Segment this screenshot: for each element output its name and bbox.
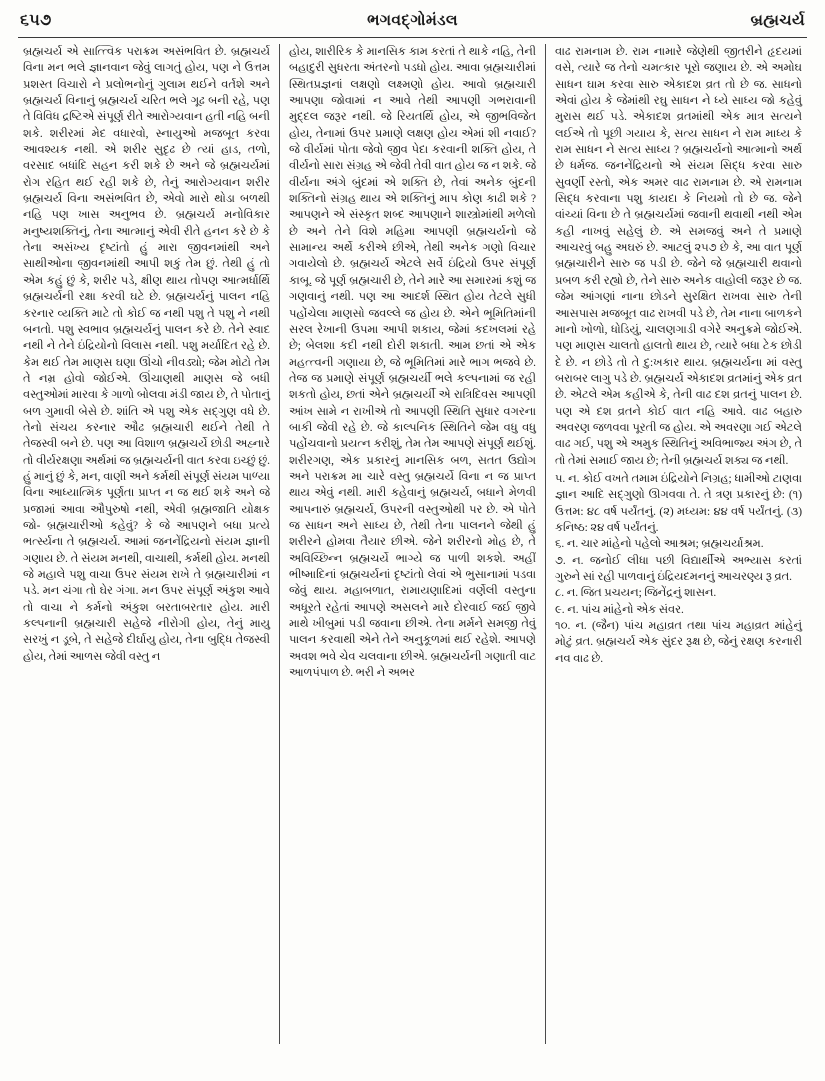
- book-title: ભગવદ્‌ગોમંડલ: [367, 12, 458, 29]
- definition-entry: ૯. ન. પાંચ માંહેનો એક સંવર.: [555, 603, 684, 616]
- text-columns: [14, 44, 811, 1044]
- page-header: [14, 10, 811, 36]
- definition-entry: ૬. ન. ચાર માંહેનો પહેલો આશ્રમ; બ્રહ્મચર્યાશ્રમ.: [555, 538, 764, 551]
- column-2: [279, 44, 545, 1044]
- paragraph: બ્રહ્મચર્ય એ સાત્ત્વિક પરાક્રમ અસંભવિત છે. બ્રહ્મચર્ય વિના મન ભલે જ્ઞાનવાન જેવું લાગતું હોય, પણ ને ઉત્તમ પ્રશસ્ત વિચારો ને પ્રલોભનોનું ગુલામ થઈને વર્તશે અને બ્રહ્મચર્ય વિનાનું બ્રહ્મચર્ય ચરિત ભલે ગૂઢ બની રહે, પણ તે વિવિધ દ્રષ્ટિએ સંપૂર્ણ રીતે આરોગ્યવાન હતી નહિ બની શકે. શરીરમાં મેદ વધારવો, સ્નાયુઓ મજબૂત કરવા આવશ્યક નથી. એ શરીર સુદૃઢ છે ત્યાં હાડ, તળો, વરસાદ બધાંદિ સહન કરી શકે છે અને જે બ્રહ્મચર્યમાં રોગ રહિત થઈ રહી શકે છે, તેનું આરોગ્યવાન શરીર બ્રહ્મચર્ય વિના અસંભવિત છે, એવો મારો થોડા બળથી નહિ પણ ખાસ અનુભવ છે. બ્રહ્મચર્ય મનોવિકાર મનુષ્યશક્તિનું, તેના આત્માનું એવી રીતે હનન કરે છે કે તેના અસંખ્ય દૃષ્ટાંતો હું મારા જીવનમાંથી અને સાથીઓના જીવનમાંથી આપી શકું તેમ છું. તેથી હું તો એમ કહું છું કે, શરીર પડે, ક્ષીણ થાય તોપણ આત્મર્ધાર્થિ બ્રહ્મચર્યની રક્ષા કરવી ઘટે છે. બ્રહ્મચર્યનું પાલન નહિ કરનાર વ્યક્તિ માટે તો કોઈ જ નથી પશુ તે પશુ ને નથી બનતો. પશુ સ્વભાવ બ્રહ્મચર્યનું પાલન કરે છે. તેને સ્વાદ નથી ને તેને ઇંદ્રિયોનો વિલાસ નથી. પશુ મર્યાદિત રહે છે. કેમ થઈ તેમ માણસ ઘણા ઊંચો નીવડ્યો; જેમ મોટો તેમ તે નમ્ર હોવો જોઈએ. ઊંચાણથી માણસ જે બધી વસ્તુઓમાં મારવા કે ગાળો બોલવા મંડી જાય છે, તે પોતાનું બળ ગુમાવી બેસે છે. શાંતિ એ પશુ એક સદ્‌ગુણ વધે છે. તેનો સંચય કરનાર ઔઢ બ્રહ્મચારી થઈને તેથી તે તેજસ્વી બને છે. પણ આ વિશાળ બ્રહ્મચર્યે છોડી અહ્નારે તો વીર્યરક્ષણા અર્થમાં જ બ્રહ્મચર્યની વાત કરવા ઇચ્છું છું. હું માનું છું કે, મન, વાણી અને કર્મથી સંપૂર્ણ સંયમ પાળ્યા વિના આધ્યાત્મિક પૂર્ણતા પ્રાપ્ત ન જ થઈ શકે અને જે પ્રજામાં આવા ઔપુરુષો નથી, એવી બ્રહ્મજાતિ યોક્ષક જો- બ્રહ્મચારીઓ કહેવું? કે જે આપણને બધા પ્રત્યે ભર્ત્સ્યના તે બ્રહ્મચર્ય. આમાં જનનેંદ્રિયનો સંયમ જ્ઞાની ગણાય છે. તે સંયમ મનથી, વાચાથી, કર્મથી હોય. મનથી જે મહાલે પશુ વાચા ઉપર સંયમ રાખે તે બ્રહ્મચારીમાં ન પડે. મન ચંગા તો ઘેર ગંગા. મન ઉપર સંપૂર્ણ અંકુશ આવે તો વાચા ને કર્મનો અંકુશ બરતાબરતાર હોય. મારી કલ્પનાની બ્રહ્મચારી સહેજે નીરોગી હોય, તેનું માયુ સરખું ન ડૂબે, તે સહેજે દીર્ઘાયુ હોય, તેના બુદ્ધિ તેજસ્વી હોય, તેમાં આળસ જેવી વસ્તુ ન: [23, 46, 270, 663]
- column-3: [545, 44, 811, 1044]
- paragraph: વાઢ રામનામ છે. રામ નામારે જેણેથી જીતરીને હૃદયમાં વસે, ત્યારે જ તેનો ચમત્કાર પૂરો જણાય છે. એ અમોઘ સાધન ઘામ કરવા સારુ એકાદશ વ્રત તો છે જ. સાધનો એવાં હોય કે જેમાંથી રઘુ સાધન ને ધ્યે સાધ્ય જો કહેવું મુરાસ થઈ પડે. એકાદશ વ્રતમાંથી એક માત્ર સત્યને લઈએ તો પૂછી ગયાય કે, સત્ય સાધન ને રામ માધ્ય કે રામ સાધન ને સત્ય સાધ્ય ? બ્રહ્મચર્યનો આત્માનો અર્થ છે ધર્મજ. જનનેંદ્રિયનો એ સંયમ સિદ્ધ કરવા સારુ સુવર્ણી રસ્તો, એક અમર વાઢ રામનામ છે. એ રામનામ સિદ્ધ કરવાના પશુ કાયદા કે નિયમો તો છે જ. જેને વાંચ્યાં વિના છે તે બ્રહ્મચર્યમાં જવાની થવાથી નથી એમ કહી નાખવું સહેલું છે. એ સમજવું અને તે પ્રમાણે આચરવું બહુ અઘરું છે. આટલું ૨૫૭ છે કે, આ વાત પૂર્ણ બ્રહ્મચારીને સારુ જ પડી છે. જેને જે બ્રહ્મચારી થવાનો પ્રબળ કરી રહ્યો છે, તેને સારુ અનેક વાહોલી જરૂર છે જ. જેમ આંગણાં નાના છોડને સુરક્ષિત રાખવા સારુ તેની આસપાસ મજબૂત વાઢ રાખવી પડે છે, તેમ નાના બાળકને માનો ખોળો, ધોડિયું, ચાલણગાડી વગેરે અનુક્રમે જોઈએ. પણ માણસ ચાલતો હાલતો થાય છે, ત્યારે બધા ટેક છોડી દે છે. ન છોડે તો તે દુ:ખકાર થાય. બ્રહ્મચર્યના માં વસ્તુ બરાબર લાગુ પડે છે. બ્રહ્મચર્ય એકાદશ વ્રતમાંનું એક વ્રત છે. એટલે એમ કહીએ કે, તેની વાઢ દશ વ્રતનું પાલન છે. પણ એ દશ વ્રતને કોઈ વાત નહિ આવે. વાઢ બહારુ અવરણ જળવવા પૂરતી જ હોય. એ અવરણા ગઈ એટલે વાઢ ગઈ, પશુ એ અમુક સ્થિતિનું અવિભાજ્ય અંગ છે, તે તો તેમાં સમાઈ જાય છે; તેની બ્રહ્મચર્ય શક્ય જ નથી.: [555, 46, 802, 467]
- definition-entry: ૭. ન. જનોઈ લીધા પછી વિદ્યાર્થીએ અભ્યાસ કરતાં ગુરુને સાં રહી પાળવાનું ઇંદ્રિયદમનનું આચરણ્ય રૂ વ્રત.: [555, 554, 802, 583]
- column-1: [14, 44, 279, 1044]
- numbered-definitions: [555, 471, 802, 667]
- header-divider: [18, 37, 807, 38]
- page-number: ૬૫૭: [20, 12, 52, 29]
- chapter-title: બ્રહ્મચર્ય: [750, 12, 805, 29]
- definition-entry: ૮. ન. જિત પ્રચયન; જિનેંદ્રનું શાસન.: [555, 587, 717, 600]
- paragraph: હોય, શારીરિક કે માનસિક કામ કરતાં તે થાકે નહિ, તેની બહાદુરી સુધરતા અંતરનો પડધો હોય. આવા બ્રહ્મચારીમાં સ્થિતપ્રજ્ઞનાં લક્ષણો લક્ષ્મણો હોય. આવો બ્રહ્મચારી આપણા જોવામાં ન આવે તેથી આપણી ગભરાવાની મુદ્દલ જરૂર નથી. જે રિયતર્થિ હોય, એ જીભવિજેત હોય, તેનામાં ઉપર પ્રમાણે લક્ષણ હોય એમાં શી નવાઈ? જે વીર્યમાં પોતા જેવો જીવ પેદા કરવાની શક્તિ હોય, તે વીર્યનો સારા સંગ્રહ એ જેવી તેવી વાત હોય જ ન શકે. જે વીર્યના અંગે બુંદમાં એ શક્તિ છે, તેવાં અનેક બુંદની શક્તિનો સંગ્રહ થાય એ શક્તિનું માપ કોણ કાઢી શકે ? આપણને એ સંસ્કૃત શબ્દ આપણાને શાસ્ત્રોમાંથી મળેલો છે અને તેને વિશે મહિમા આપણી બ્રહ્મચર્યનો જે સામાન્ય અર્થે કરીએ છીએ, તેથી અનેક ગણો વિચાર ગવાયેલો છે. બ્રહ્મચર્ય એટલે સર્વે ઇંદ્રિયો ઉપર સંપૂર્ણ કાબૂ. જે પૂર્ણ બ્રહ્મચારી છે, તેને મારે આ સમારમાં કશું જ ગણવાનું નથી. પણ આ આદર્શ સ્થિત હોય તેટલે સુધી પહોંચેલા માણસો જવલ્લે જ હોય છે. એને ભૂમિતિમાંની સરલ રેખાની ઉપમા આપી શકાય, જેમાં કદખલમાં રહે છે; બેલશા કદી નથી દોરી શકાતી. આમ છતાં એ એક મહત્ત્વની ગણાયા છે, જે ભૂમિતિમાં મારે ભાગ ભજવે છે. તેજ જ પ્રમાણે સંપૂર્ણ બ્રહ્મચર્યી ભલે કલ્પનામાં જ રહી શકતો હોય, છતાં એને બ્રહ્મચર્યી એ રાત્રિદિવસ આપણી આંખ સામે ન રાખીએ તો આપણી સ્થિતિ સુધાર વગરના બાકી જેવી રહે છે. જે કાલ્પનિક સ્થિતિને જેમ વધુ વધુ પહોંચવાનો પ્રયત્ન કરીશું, તેમ તેમ આપણે સંપૂર્ણ થઈશું. શરીરગણ, એક પ્રકારનું માનસિક બળ, સતત ઉદ્યોગ અને પરાક્રમ મા ચારે વસ્તુ બ્રહ્મચર્યે વિના ન જ પ્રાપ્ત થાય એવું નથી. મારી કહેવાનું બ્રહ્મચર્ય, બધાને મેળવી આપનારું બ્રહ્મચર્ય, ઉપરની વસ્તુઓથી પર છે. એ પોતે જ સાધન અને સાધ્ય છે, તેથી તેના પાલનને જેથી હું શરીરને હોમવા તૈયાર છીએ. જેને શરીરનો મોહ છે, તે અવિચ્છિન્ન બ્રહ્મચર્યે ભાગ્યે જ પાળી શકશે. અહીં ભીષ્માદિનાં બ્રહ્મચર્યનાં દૃષ્ટાંતો લેવાં એ ભુસાનામાં પડવા જેવું થાય. મહાબળાત, રામાયણાદિમાં વર્ણેલી વસ્તુના અધૂરતે રહેતાં આપણે અસલને મારે દોરવાઈ જઈ જીવે માથે ખીબુમાં પડી જવાના છીએ. તેના મર્મને સમજી તેવું પાલન કરવાથી એને તેને અનુકૂળમાં થઈ રહેશે. આપણે અવશ ભવે ચેવ ચલવાના છીએ. બ્રહ્મચર્યની ગણાતી વાટ આળપંપાળ છે. ભરી ને અભર: [289, 46, 536, 680]
- definition-entry: ૧૦. ન. (જૈન) પાંચ મહાવ્રત તથા પાંચ મહાવ્રત માંહેનું મોટું વ્રત. બ્રહ્મચર્ય એક સુંદર રૂક્ષ છે, જેનું રક્ષણ કરનારી નવ વાઢ છે.: [555, 620, 802, 665]
- definition-entry: પ. ન. કોઈ વખતે તમામ ઇંદ્રિયોને નિગ્રહ; ધામીઓ ટાણવા જ્ઞાન આદિ સદ્‌ગુણો ઊગવવા તે. તે ત્રણ પ્રકારનું છે: (૧) ઉત્તમ: ૪૮ વર્ષ પર્યંતનું. (૨) મધ્યમ: ૪૪ વર્ષ પર્યંતનું. (૩) કનિષ્ઠ: ૨૪ વર્ષ પર્યંતનું.: [555, 472, 802, 534]
